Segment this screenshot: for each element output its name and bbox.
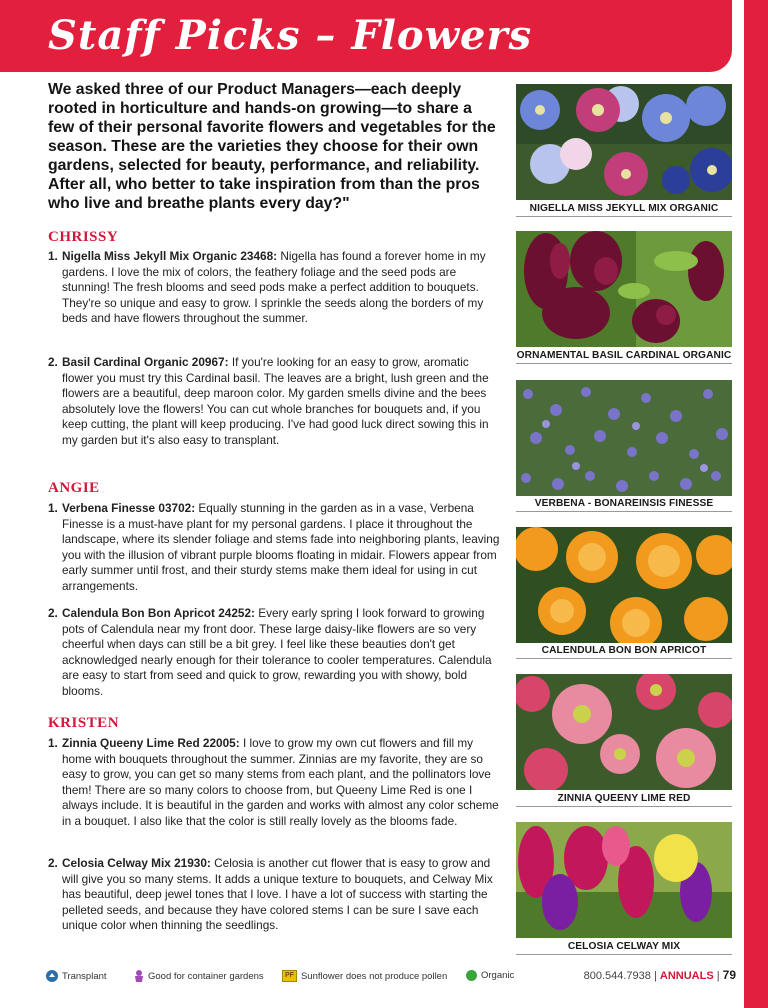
photo-caption: CALENDULA BON BON APRICOT [516, 645, 732, 659]
basil-cardinal-photo [516, 231, 732, 347]
list-item [48, 736, 500, 830]
variety-name: Calendula Bon Bon Apricot 24252: [62, 606, 255, 620]
item-description: Equally stunning in the garden as in a vase, Verbena Finesse is a must-have plant for my personal gardens. I place it throughout the landscape, where its slender foliage and stems fade into neighboring plants, leaving you with the illusion of vibrant purple blooms floating in midair. Flowers appear from early summer until frost, and their sturdy stems make them ideal for using in cut arrangements. [62, 501, 500, 593]
item-description: Celosia is another cut flower that is easy to grow and will give you so many stems. It adds a unique texture to bouquets, and Celway Mix has beautiful, deep jewel tones that I love. I have a lot of success with starting the pelleted seeds, and because they have colored stems I can be sure I save each unique color when thinning the seedlings. [62, 856, 493, 933]
person-heading-chrissy: CHRISSY [48, 229, 119, 245]
person-heading-kristen: KRISTEN [48, 715, 120, 731]
list-item [48, 501, 500, 595]
legend-pollen-free [282, 970, 447, 982]
photo-caption: ZINNIA QUEENY LIME RED [516, 793, 732, 807]
item-number: 1. [48, 249, 58, 263]
zinnia-photo [516, 674, 732, 790]
intro-paragraph: We asked three of our Product Managers—each deeply rooted in horticulture and hands-on growing—to share a few of their personal favorite flowers and vegetables for the season. These are the varieties they choose for their own gardens, selected for beauty, performance, and reliability. After all, who better to take inspiration from than the pros who live and breathe plants every day?" [48, 81, 496, 212]
photo-caption: ORNAMENTAL BASIL CARDINAL ORGANIC [516, 350, 732, 364]
celosia-photo [516, 822, 732, 938]
page-edge-strip [744, 0, 768, 1008]
page-number: 79 [722, 968, 736, 982]
variety-name: Nigella Miss Jekyll Mix Organic 23468: [62, 249, 278, 263]
item-description: I love to grow my own cut flowers and fill my home with bouquets throughout the summer. Zinnias are my favorite, they are so easy to grow, you can get so many stems from each plant, and the pollinators love them! There are so many colors to choose from, but Queeny Lime Red is one I always include. It is beautiful in the garden and works with almost any color scheme in a bouquet. I also like that the color is still really lovely as the blooms fade. [62, 736, 499, 828]
list-item [48, 249, 500, 327]
photo-caption: CELOSIA CELWAY MIX [516, 941, 732, 955]
section-name: ANNUALS [659, 970, 714, 982]
legend-label: Good for container gardens [148, 970, 264, 982]
item-description: If you're looking for an easy to grow, aromatic flower you must try this Cardinal basil. The leaves are a bright, lush green and the flowers are a beautiful, deep maroon color. My garden smells divine and the bees absolutely love the flowers! You can cut whole branches for bouquets and, if you keep cutting, the plant will keep producing. I've had good luck direct sowing this in my garden but it's also easy to transplant. [62, 355, 489, 447]
item-number: 2. [48, 606, 58, 620]
variety-name: Celosia Celway Mix 21930: [62, 856, 211, 870]
list-item [48, 606, 500, 700]
person-heading-angie: ANGIE [48, 480, 100, 496]
item-description: Every early spring I look forward to growing pots of Calendula near my front door. These large daisy-like flowers are so very cheerful when days can still be a bit grey. I feel like these beauties don't get acknowledged nearly enough for their tolerance to cooler temperatures. Calendula are easy to start from seed and quick to grow, rewarding you with showy, bold blooms. [62, 606, 492, 698]
photo-caption: VERBENA - BONAREINSIS FINESSE [516, 498, 732, 512]
item-number: 2. [48, 856, 58, 870]
legend-label: Organic [481, 970, 515, 981]
organic-icon [466, 970, 477, 981]
page-footer [46, 966, 736, 988]
verbena-photo [516, 380, 732, 496]
legend-container [134, 970, 264, 982]
calendula-photo [516, 527, 732, 643]
transplant-icon [46, 970, 58, 982]
nigella-flowers-photo [516, 84, 732, 200]
item-number: 1. [48, 736, 58, 750]
variety-name: Basil Cardinal Organic 20967: [62, 355, 229, 369]
legend-transplant [46, 970, 107, 982]
variety-name: Verbena Finesse 03702: [62, 501, 196, 515]
legend-organic [466, 970, 514, 981]
legend-label: Sunflower does not produce pollen [300, 970, 448, 982]
list-item [48, 355, 500, 449]
container-icon [134, 970, 144, 982]
item-number: 2. [48, 355, 58, 369]
footer-pagination: 800.544.7938 | ANNUALS | 79 [583, 968, 736, 982]
page-title: Staff Picks – Flowers [48, 12, 533, 59]
list-item [48, 856, 500, 934]
variety-name: Zinnia Queeny Lime Red 22005: [62, 736, 240, 750]
item-number: 1. [48, 501, 58, 515]
pollen-free-icon: PF [282, 970, 297, 982]
photo-caption: NIGELLA MISS JEKYLL MIX ORGANIC [516, 203, 732, 217]
phone-number: 800.544.7938 [583, 970, 651, 982]
item-description: Nigella has found a forever home in my gardens. I love the mix of colors, the feathery foliage and the seed pods are stunning! The fresh blooms and seed pods make a perfect addition to bouquets. They're so unique and easy to grow. I sprinkle the seeds along the borders of my beds and have flowers throughout the summer. [62, 249, 486, 326]
legend-label: Transplant [62, 970, 107, 982]
